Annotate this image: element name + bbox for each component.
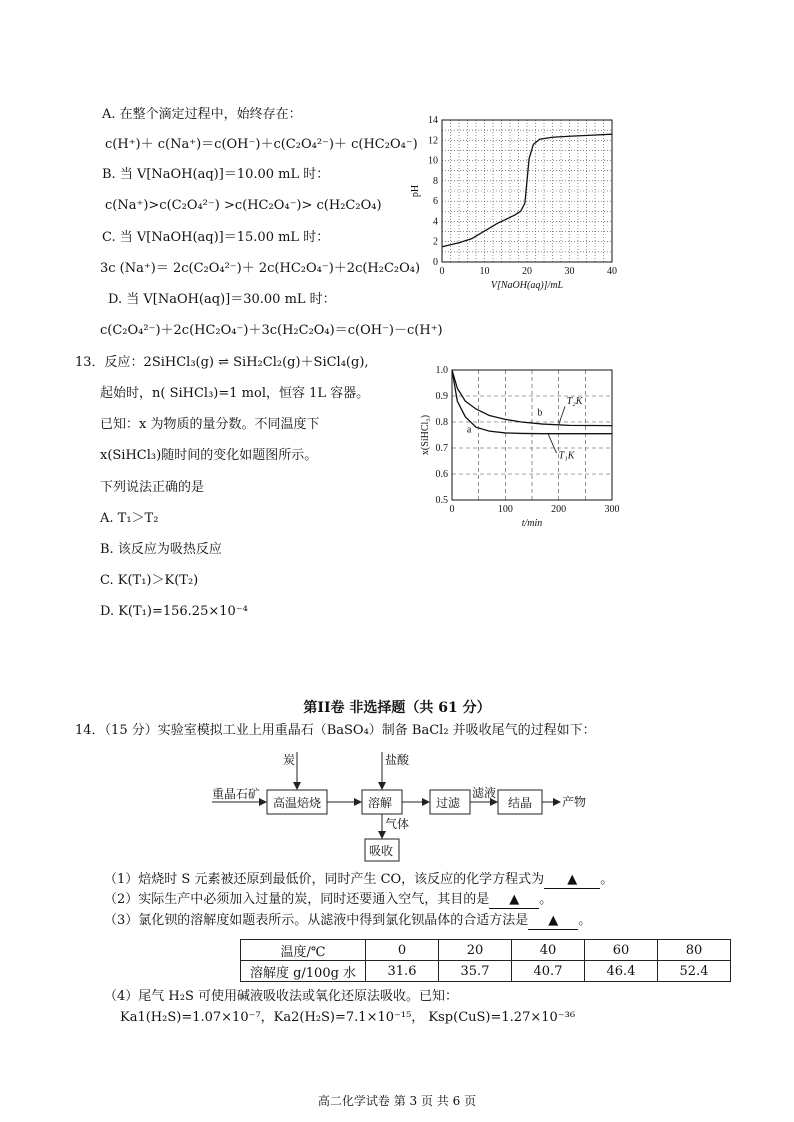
y-tick-label: 0 (433, 257, 438, 268)
y-tick-label: 8 (433, 175, 438, 187)
x-tick-label: 10 (479, 266, 490, 277)
y-axis-label: x(SiHCl₃) (420, 414, 431, 456)
table-row (241, 940, 731, 961)
q12-option-d-line2: c(C₂O₄²⁻)＋2c(HC₂O₄⁻)＋3c(H₂C₂O₄)＝c(OH⁻)－c(H⁺) (100, 323, 443, 338)
section-title: 第II卷 非选择题（共 61 分） (303, 700, 491, 716)
x-tick-label: 200 (551, 504, 567, 515)
q13-option-d: D. K(T₁)=156.25×10⁻⁴ (100, 604, 248, 619)
answer-blank-1[interactable]: ▲ (544, 872, 600, 889)
y-tick-label: 10 (428, 155, 438, 167)
x-tick-label: 0 (449, 504, 455, 515)
x-axis-label: t/min (521, 518, 543, 529)
answer-blank-2[interactable]: ▲ (489, 892, 539, 909)
solubility-cell: 35.7 (439, 961, 512, 982)
q12-option-d-line1: D. 当 V[NaOH(aq)]＝30.00 mL 时： (108, 292, 336, 307)
y-tick-label: 1.0 (435, 365, 448, 376)
solubility-cell: 52.4 (658, 961, 731, 982)
series-label-t1: T₁K (558, 450, 575, 462)
flow-carbon-label: 炭 (283, 753, 296, 767)
flow-filter-label: 过滤 (436, 796, 461, 810)
y-tick-label: 0.7 (435, 443, 448, 454)
q12-option-a-line2: c(H⁺)＋ c(Na⁺)＝c(OH⁻)＋c(C₂O₄²⁻)＋ c(HC₂O₄⁻) (105, 137, 418, 152)
q13-option-c: C. K(T₁)＞K(T₂) (100, 573, 199, 588)
point-label-b: b (537, 407, 543, 419)
y-axis-label: pH (410, 184, 421, 198)
y-tick-label: 4 (433, 216, 438, 228)
series-line-0 (442, 134, 612, 247)
q13-line2: 起始时，n( SiHCl₃)=1 mol，恒容 1L 容器。 (100, 386, 370, 401)
temp-cell: 20 (439, 940, 512, 961)
solubility-cell: 40.7 (512, 961, 585, 982)
flow-crystal-label: 结晶 (508, 796, 533, 810)
q13-option-a: A. T₁＞T₂ (100, 511, 159, 526)
answer-blank-3[interactable]: ▲ (528, 913, 578, 930)
q13-line4: x(SiHCl₃)随时间的变化如题图所示。 (100, 448, 318, 463)
temp-cell: 40 (512, 940, 585, 961)
q14-intro: 14．（15 分）实验室模拟工业上用重晶石（BaSO₄）制备 BaCl₂ 并吸收尾气的过程如下： (75, 723, 596, 738)
y-tick-label: 12 (428, 135, 438, 147)
q14-part4: （4）尾气 H₂S 可使用碱液吸收法或氧化还原法吸收。已知： (104, 989, 458, 1004)
flow-dissolve-label: 溶解 (368, 796, 393, 810)
y-tick-label: 14 (428, 115, 438, 126)
q14-part3: （3）氯化钡的溶解度如题表所示。从滤液中得到氯化钡晶体的合适方法是 ▲ 。 (104, 913, 592, 928)
x-tick-label: 300 (604, 504, 620, 515)
flow-gas-label: 气体 (385, 817, 410, 831)
x-tick-label: 100 (497, 504, 513, 515)
temp-cell: 80 (658, 940, 731, 961)
solubility-header: 溶解度 g/100g 水 (241, 961, 366, 982)
x-tick-label: 30 (564, 266, 575, 277)
q14-part1: （1）焙烧时 S 元素被还原到最低价，同时产生 CO，该反应的化学方程式为 ▲ 。 (104, 872, 614, 887)
titration-chart (410, 112, 630, 292)
page-footer: 高二化学试卷 第 3 页 共 6 页 (317, 1094, 477, 1108)
flow-product-label: 产物 (562, 795, 587, 809)
temp-cell: 0 (366, 940, 439, 961)
q12-option-c-line2: 3c (Na⁺)＝ 2c(C₂O₄²⁻)＋ 2c(HC₂O₄⁻)＋2c(H₂C₂O₄) (100, 261, 421, 276)
y-tick-label: 0.9 (435, 391, 448, 402)
y-tick-label: 0.6 (435, 469, 448, 480)
q13-line3: 已知：x 为物质的量分数。不同温度下 (100, 417, 320, 432)
flow-roast-label: 高温焙烧 (273, 796, 322, 810)
series-label-t2: T₂K (566, 395, 583, 407)
flow-acid-label: 盐酸 (385, 753, 410, 767)
solubility-cell: 46.4 (585, 961, 658, 982)
flow-filtrate-label: 滤液 (472, 786, 497, 800)
q14-part4-constants: Ka1(H₂S)=1.07×10⁻⁷，Ka2(H₂S)=7.1×10⁻¹⁵， Ksp(CuS)=1.27×10⁻³⁶ (120, 1010, 576, 1025)
grid (452, 370, 612, 500)
temp-cell: 60 (585, 940, 658, 961)
y-tick-label: 0.5 (435, 495, 448, 506)
sihcl3-chart (412, 360, 632, 530)
q14-part2: （2）实际生产中必须加入过量的炭，同时还要通入空气，其目的是 ▲ 。 (104, 892, 553, 907)
process-flowchart (210, 750, 630, 865)
x-axis-label: V[NaOH(aq)]/mL (490, 280, 564, 291)
q12-option-b-line1: B. 当 V[NaOH(aq)]＝10.00 mL 时： (102, 167, 330, 182)
point-label-a: a (466, 424, 472, 436)
x-tick-label: 40 (607, 266, 617, 277)
leader-t1 (548, 434, 557, 454)
solubility-table (240, 939, 731, 982)
y-tick-label: 0.8 (435, 417, 448, 428)
q12-option-a-line1: A. 在整个滴定过程中，始终存在： (102, 107, 302, 122)
temp-header: 温度/℃ (241, 940, 366, 961)
q12-option-c-line1: C. 当 V[NaOH(aq)]＝15.00 mL 时： (102, 230, 330, 245)
q13-line5: 下列说法正确的是 (100, 480, 205, 495)
x-tick-label: 20 (522, 266, 532, 277)
flow-input-label: 重晶石矿 (212, 787, 261, 801)
q13-option-b: B. 该反应为吸热反应 (100, 542, 222, 557)
x-tick-label: 0 (439, 266, 445, 277)
q13-reaction: 13．反应：2SiHCl₃(g) ⇌ SiH₂Cl₂(g)＋SiCl₄(g), (75, 355, 369, 370)
table-row (241, 961, 731, 982)
solubility-cell: 31.6 (366, 961, 439, 982)
q12-option-b-line2: c(Na⁺)>c(C₂O₄²⁻) >c(HC₂O₄⁻)> c(H₂C₂O₄) (105, 198, 382, 213)
flow-absorb-label: 吸收 (369, 844, 394, 858)
y-tick-label: 6 (433, 196, 438, 208)
y-tick-label: 2 (433, 236, 438, 248)
